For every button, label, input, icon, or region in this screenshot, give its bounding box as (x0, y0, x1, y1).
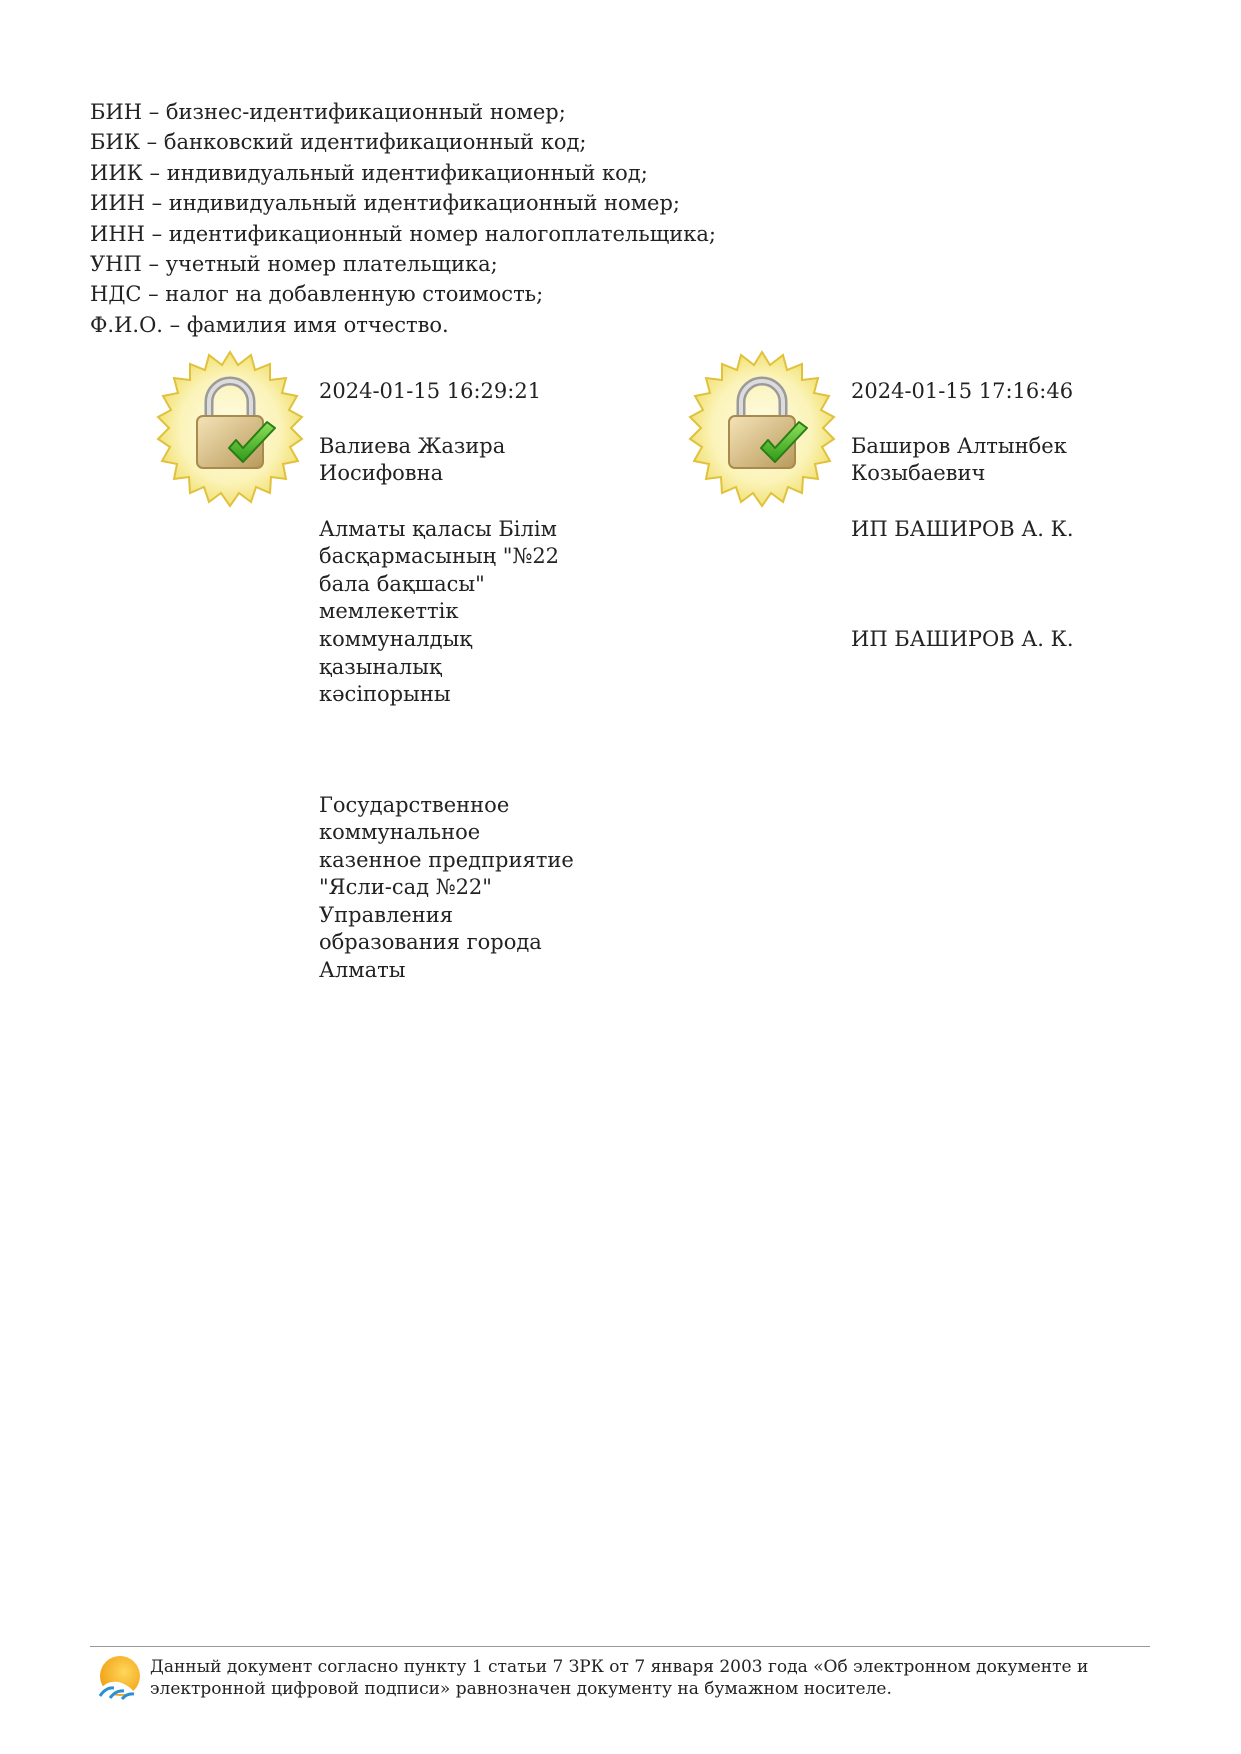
signature-details (319, 350, 574, 1012)
organization-ru: ИП БАШИРОВ А. К. (851, 626, 1074, 651)
abbreviation-item: БИК – банковский идентификационный код; (90, 130, 587, 155)
lock-check-seal-icon (151, 350, 309, 508)
spacer (319, 736, 574, 764)
organization-kz: ИП БАШИРОВ А. К. (851, 516, 1074, 541)
footer-line: электронной цифровой подписи» равнозначен документу на бумажном носителе. (150, 1678, 892, 1699)
organization-ru: Государственное коммунальное казенное предприятие "Ясли-сад №22" Управления образования города Алматы (319, 792, 574, 983)
abbreviation-item: ИИН – индивидуальный идентификационный номер; (90, 191, 680, 216)
signature-timestamp: 2024-01-15 17:16:46 (851, 378, 1074, 403)
lock-check-seal-icon (683, 350, 841, 508)
signature-details (851, 350, 1111, 681)
abbreviation-item: ИИК – индивидуальный идентификационный код; (90, 160, 648, 185)
egov-sun-logo-icon (92, 1654, 144, 1700)
footer-line: Данный документ согласно пункту 1 статьи 7 ЗРК от 7 января 2003 года «Об электронном документе и (150, 1657, 1089, 1677)
signer-name: Баширов Алтынбек Козыбаевич (851, 433, 1067, 486)
signature-timestamp: 2024-01-15 16:29:21 (319, 378, 542, 403)
abbreviation-item: НДС – налог на добавленную стоимость; (90, 282, 544, 307)
footer-divider (90, 1646, 1150, 1647)
spacer (851, 571, 1111, 599)
abbreviation-item: Ф.И.О. – фамилия имя отчество. (90, 312, 449, 337)
footer-legal-notice (150, 1657, 1150, 1700)
abbreviation-item: БИН – бизнес-идентификационный номер; (90, 100, 566, 124)
organization-kz: Алматы қаласы Білім басқармасының "№22 бала бақшасы" мемлекеттік коммуналдық қазыналық кәсіпорыны (319, 516, 560, 707)
abbreviation-item: ИНН – идентификационный номер налогоплательщика; (90, 221, 716, 246)
signer-name: Валиева Жазира Иосифовна (319, 433, 506, 486)
abbreviation-item: УНП – учетный номер плательщика; (90, 252, 498, 277)
abbreviation-list (90, 97, 716, 340)
